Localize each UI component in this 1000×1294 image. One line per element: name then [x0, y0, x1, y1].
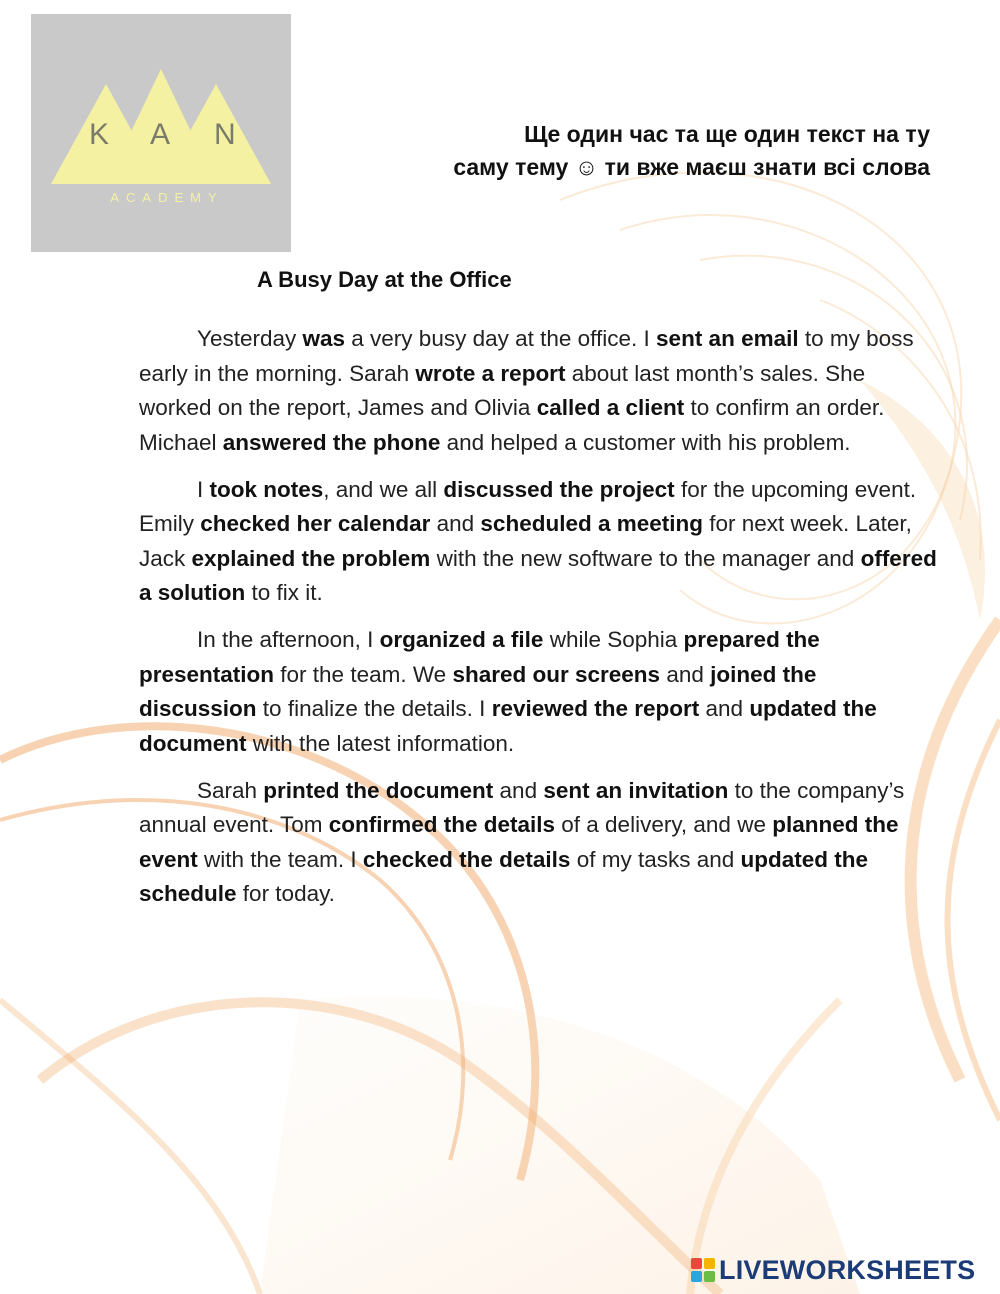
- text-run: about last month’s sales. She worked on the report, James and Olivia: [139, 360, 866, 420]
- vocab-phrase: checked her calendar: [200, 511, 431, 536]
- text-run: , and we all: [323, 476, 444, 502]
- text-run: for the upcoming event. Emily: [139, 476, 917, 536]
- text-run: with the latest information.: [246, 730, 515, 756]
- vocab-phrase: answered the phone: [222, 429, 441, 455]
- liveworksheets-brand: [691, 1255, 975, 1285]
- icon-square-3: [691, 1271, 702, 1282]
- text-run: and: [660, 661, 711, 687]
- icon-square-4: [704, 1271, 715, 1282]
- text-run: to the company’s annual event. Tom: [139, 777, 905, 837]
- vocab-phrase: was: [302, 326, 346, 351]
- text-run: with the new software to the manager and: [430, 545, 861, 571]
- text-run: to fix it.: [245, 580, 323, 605]
- story-body: [139, 322, 939, 924]
- vocab-phrase: organized a file: [379, 627, 544, 652]
- text-run: for today.: [236, 881, 335, 906]
- paragraph-1: [139, 322, 939, 460]
- text-run: to confirm an order. Michael: [139, 395, 885, 455]
- text-run: and: [699, 696, 750, 721]
- text-run: Sarah: [197, 777, 264, 803]
- icon-square-1: [691, 1258, 702, 1269]
- vocab-phrase: scheduled a meeting: [480, 511, 703, 536]
- vocab-phrase: shared our screens: [452, 661, 661, 687]
- text-run: Yesterday: [197, 326, 303, 351]
- vocab-phrase: discussed the project: [443, 476, 675, 502]
- vocab-phrase: prepared the presentation: [139, 627, 820, 687]
- text-run: to finalize the details. I: [256, 696, 492, 721]
- intro-line-1: Ще один час та ще один текст на ту: [524, 121, 930, 147]
- vocab-phrase: updated the document: [139, 696, 877, 756]
- liveworksheets-wordmark: LIVEWORKSHEETS: [719, 1254, 976, 1285]
- text-run: while Sophia: [543, 627, 684, 652]
- page-title: A Busy Day at the Office: [257, 267, 512, 292]
- vocab-phrase: took notes: [209, 476, 324, 502]
- paragraph-4: [139, 774, 939, 912]
- logo-letter-a: A: [150, 118, 173, 151]
- vocab-phrase: confirmed the details: [328, 812, 556, 837]
- text-run: for the team. We: [274, 661, 453, 687]
- text-run: and: [493, 777, 544, 803]
- text-run: and helped a customer with his problem.: [440, 429, 851, 455]
- paragraph-2: [139, 473, 939, 611]
- kan-academy-logo: [31, 14, 291, 252]
- vocab-phrase: sent an invitation: [543, 777, 729, 803]
- text-run: to my boss early in the morning. Sarah: [139, 326, 914, 386]
- logo-letter-n: N: [214, 118, 238, 151]
- vocab-phrase: offered a solution: [139, 545, 937, 605]
- text-run: of a delivery, and we: [555, 812, 773, 837]
- intro-line-2: саму тему ☺ ти вже маєш знати всі слова: [453, 154, 930, 180]
- text-run: In the afternoon, I: [197, 627, 380, 652]
- vocab-phrase: updated the schedule: [139, 846, 869, 906]
- text-run: of my tasks and: [570, 846, 741, 872]
- vocab-phrase: planned the event: [139, 812, 899, 872]
- vocab-phrase: wrote a report: [415, 360, 566, 386]
- vocab-phrase: called a client: [536, 395, 685, 420]
- paragraph-3: [139, 623, 939, 761]
- vocab-phrase: explained the problem: [191, 545, 431, 571]
- vocab-phrase: printed the document: [263, 777, 494, 803]
- text-run: with the team. I: [197, 846, 363, 872]
- text-run: a very busy day at the office. I: [345, 326, 657, 351]
- vocab-phrase: sent an email: [656, 326, 799, 351]
- vocab-phrase: reviewed the report: [491, 696, 700, 721]
- vocab-phrase: joined the discussion: [139, 661, 817, 721]
- vocab-phrase: checked the details: [362, 846, 571, 872]
- text-run: I: [197, 476, 210, 502]
- liveworksheets-icon: [691, 1258, 715, 1282]
- logo-letter-k: K: [89, 118, 112, 151]
- icon-square-2: [704, 1258, 715, 1269]
- text-run: and: [430, 511, 481, 536]
- logo-subtitle: ACADEMY: [110, 190, 224, 205]
- intro-text: [330, 118, 930, 184]
- text-run: for next week. Later, Jack: [139, 511, 912, 571]
